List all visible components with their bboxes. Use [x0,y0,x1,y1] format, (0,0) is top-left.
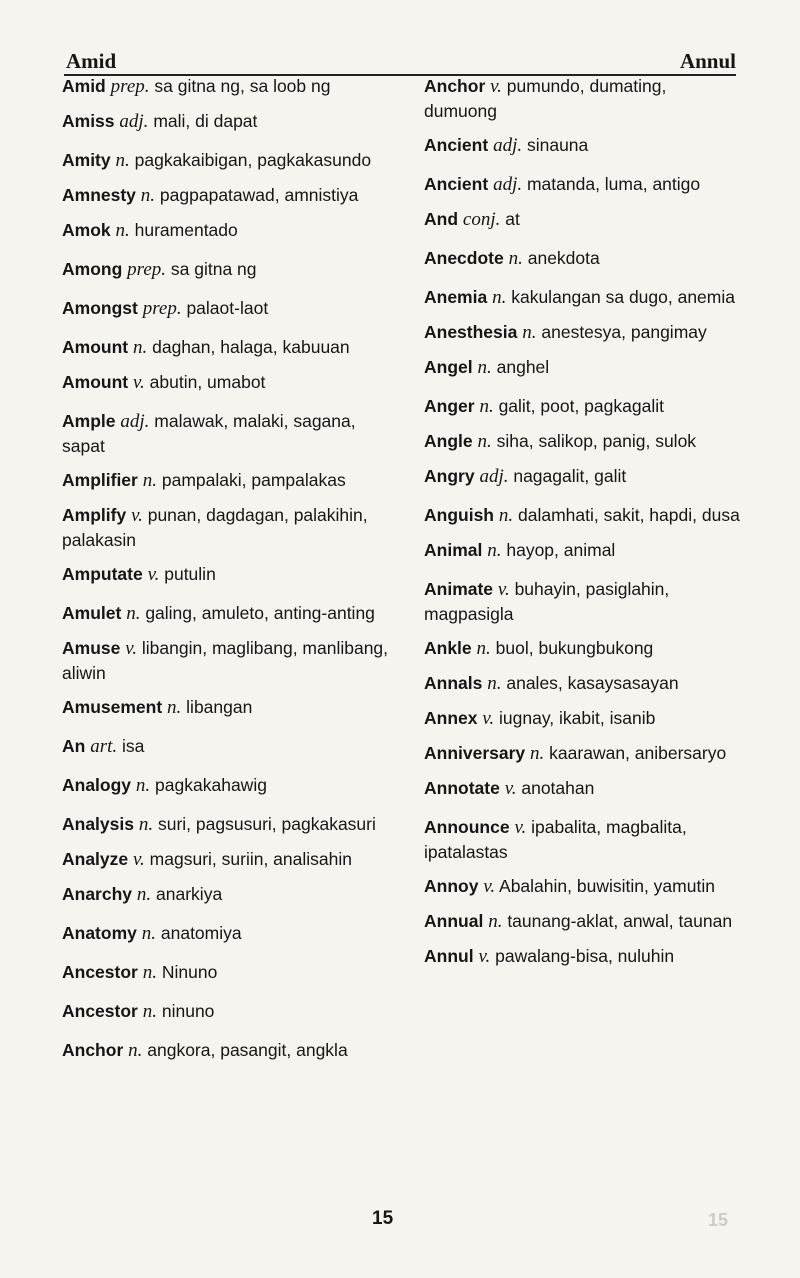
definition: taunang-aklat, anwal, taunan [507,911,733,931]
dictionary-entry [62,601,402,626]
dictionary-entry [62,960,402,985]
part-of-speech: n. [138,814,154,835]
left-guide-word: Amid [66,49,117,73]
definition: at [505,209,520,229]
definition: matanda, luma, antigo [526,174,701,194]
definition: ninuno [161,1001,215,1021]
headword: Amity [62,150,111,170]
part-of-speech: n. [142,962,157,983]
dictionary-entry [424,706,744,731]
part-of-speech: n. [487,540,502,561]
part-of-speech: v. [125,638,138,659]
part-of-speech: v. [132,372,145,393]
definition: mali, di dapat [153,111,258,131]
part-of-speech: n. [479,396,494,417]
dictionary-entry [424,874,744,899]
dictionary-entry [62,882,402,907]
dictionary-entry [62,734,402,759]
headword: Anecdote [424,248,504,268]
headword: Ankle [424,638,472,658]
part-of-speech: n. [140,185,156,206]
part-of-speech: v. [131,505,143,526]
dictionary-entry [62,1038,402,1063]
part-of-speech: v. [478,946,491,967]
headword: Animate [424,579,494,599]
dictionary-entry [62,812,402,837]
definition: anekdota [527,248,600,268]
headword: Ancestor [62,962,138,982]
dictionary-entry [424,503,744,528]
part-of-speech: adj. [493,174,523,195]
definition: magsuri, suriin, analisahin [149,849,352,869]
headword: Amplifier [62,470,138,490]
part-of-speech: n. [477,357,492,378]
dictionary-entry [62,503,402,552]
part-of-speech: n. [115,150,130,171]
part-of-speech: v. [147,564,160,585]
definition: hayop, animal [506,540,616,560]
definition: malawak, malaki, sagana, sapat [62,411,356,456]
headword: Ample [62,411,116,431]
dictionary-entry [62,695,402,720]
dictionary-entry [62,847,402,872]
part-of-speech: prep. [142,298,182,319]
definition: sinauna [526,135,589,155]
dictionary-entry [424,355,744,380]
part-of-speech: n. [135,775,151,796]
part-of-speech: n. [141,923,156,944]
part-of-speech: n. [488,911,503,932]
definition: sa gitna ng [170,259,257,279]
part-of-speech: adj. [119,111,149,132]
headword: Announce [424,817,510,837]
headword: Amok [62,220,111,240]
dictionary-entry [424,671,744,696]
dictionary-entry [424,133,744,158]
part-of-speech: n. [508,248,523,269]
part-of-speech: adj. [120,411,150,432]
part-of-speech: v. [514,817,527,838]
headword: Amount [62,372,129,392]
definition: Abalahin, buwisitin, yamutin [499,876,715,896]
part-of-speech: v. [497,579,510,600]
part-of-speech: n. [115,220,130,241]
headword: Anatomy [62,923,137,943]
definition: anotahan [521,778,595,798]
definition: pagkakaibigan, pagkakasundo [134,150,372,170]
part-of-speech: art. [90,736,118,757]
part-of-speech: n. [476,638,491,659]
dictionary-entry [424,577,744,626]
dictionary-entry [62,296,402,321]
dictionary-entry [424,741,744,766]
part-of-speech: v. [504,778,517,799]
part-of-speech: n. [477,431,492,452]
headword: Ancient [424,135,489,155]
part-of-speech: n. [136,884,152,905]
definition: buhayin, pasiglahin, magpasigla [424,579,670,624]
headword: Ancestor [62,1001,138,1021]
dictionary-entry [424,207,744,232]
part-of-speech: conj. [462,209,501,230]
definition: nagagalit, galit [513,466,627,486]
headword: Amount [62,337,129,357]
part-of-speech: n. [522,322,537,343]
definition: siha, salikop, panig, sulok [496,431,697,451]
definition: galing, amuleto, anting-anting [145,603,375,623]
dictionary-entry [424,538,744,563]
headword: Amnesty [62,185,136,205]
dictionary-entry [424,815,744,864]
part-of-speech: n. [126,603,141,624]
dictionary-entry [424,776,744,801]
headword: Amulet [62,603,122,623]
dictionary-entry [62,636,402,685]
dictionary-entry [424,909,744,934]
dictionary-entry [62,335,402,360]
dictionary-entry [424,320,744,345]
dictionary-entry [62,148,402,173]
definition: anestesya, pangimay [541,322,707,342]
dictionary-entry [424,429,744,454]
part-of-speech: n. [142,1001,157,1022]
dictionary-entry [62,370,402,395]
headword: Annotate [424,778,500,798]
headword: And [424,209,459,229]
dictionary-entry [62,999,402,1024]
right-column [424,74,744,979]
dictionary-entry [62,183,402,208]
headword: Annul [424,946,474,966]
headword: Annals [424,673,483,693]
definition: pawalang-bisa, nuluhin [495,946,675,966]
headword: Anarchy [62,884,133,904]
definition: sa gitna ng, sa loob ng [154,76,331,96]
headword: Amid [62,76,106,96]
definition: anghel [496,357,550,377]
headword: Angle [424,431,473,451]
headword: Anguish [424,505,494,525]
part-of-speech: n. [142,470,157,491]
part-of-speech: n. [167,697,182,718]
dictionary-entry [424,394,744,419]
headword: Amuse [62,638,121,658]
definition: pampalaki, pampalakas [161,470,346,490]
page-number: 15 [372,1208,394,1229]
definition: pumundo, dumating, dumuong [424,76,667,121]
dictionary-entry [62,773,402,798]
definition: punan, dagdagan, palakihin, palakasin [62,505,368,550]
headword: Amplify [62,505,127,525]
headword: Anniversary [424,743,526,763]
dictionary-entry [424,464,744,489]
definition: libangan [186,697,253,717]
part-of-speech: v. [482,708,495,729]
definition: anarkiya [156,884,223,904]
definition: daghan, halaga, kabuuan [152,337,350,357]
left-column [62,74,402,1073]
part-of-speech: prep. [127,259,167,280]
dictionary-entry [424,944,744,969]
bleed-through-page-number: 15 [708,1210,729,1230]
definition: palaot-laot [186,298,269,318]
definition: libangin, maglibang, manlibang, aliwin [62,638,389,683]
dictionary-entry [62,257,402,282]
headword: Anchor [424,76,486,96]
part-of-speech: n. [498,505,514,526]
part-of-speech: adj. [479,466,509,487]
dictionary-entry [62,468,402,493]
headword: Annual [424,911,484,931]
right-guide-word: Annul [679,49,736,73]
definition: pagkakahawig [155,775,267,795]
definition: huramentado [134,220,238,240]
dictionary-entry [424,285,744,310]
headword: Amongst [62,298,138,318]
headword: Annex [424,708,478,728]
definition: buol, bukungbukong [495,638,654,658]
dictionary-entry [62,74,402,99]
headword: Annoy [424,876,479,896]
definition: iugnay, ikabit, isanib [499,708,656,728]
definition: dalamhati, sakit, hapdi, dusa [518,505,740,525]
headword: Amusement [62,697,163,717]
part-of-speech: prep. [110,76,150,97]
headword: Amiss [62,111,115,131]
definition: galit, poot, pagkagalit [498,396,664,416]
headword: Angel [424,357,473,377]
definition: angkora, pasangit, angkla [147,1040,348,1060]
definition: suri, pagsusuri, pagkakasuri [157,814,376,834]
headword: Analysis [62,814,134,834]
dictionary-entry [62,109,402,134]
dictionary-entry [62,409,402,458]
dictionary-entry [424,172,744,197]
headword: Ancient [424,174,489,194]
headword: Analyze [62,849,129,869]
headword: Anger [424,396,475,416]
part-of-speech: v. [133,849,145,870]
part-of-speech: n. [492,287,507,308]
definition: ipabalita, magbalita, ipatalastas [424,817,687,862]
headword: Anesthesia [424,322,518,342]
headword: Analogy [62,775,132,795]
headword: Anchor [62,1040,124,1060]
headword: Angry [424,466,475,486]
part-of-speech: n. [128,1040,143,1061]
definition: putulin [164,564,216,584]
part-of-speech: n. [132,337,148,358]
part-of-speech: v. [490,76,502,97]
dictionary-entry [424,246,744,271]
dictionary-entry [62,562,402,587]
headword: Anemia [424,287,488,307]
page-header [64,46,736,76]
part-of-speech: v. [483,876,496,897]
dictionary-entry [424,636,744,661]
headword: Amputate [62,564,143,584]
definition: kaarawan, anibersaryo [549,743,727,763]
dictionary-entry [424,74,744,123]
definition: abutin, umabot [149,372,266,392]
definition: pagpapatawad, amnistiya [159,185,359,205]
definition: isa [122,736,145,756]
part-of-speech: adj. [493,135,523,156]
definition: anales, kasaysasayan [506,673,679,693]
definition: kakulangan sa dugo, anemia [511,287,735,307]
part-of-speech: n. [530,743,545,764]
headword: Animal [424,540,483,560]
headword: Among [62,259,123,279]
definition: Ninuno [161,962,218,982]
headword: An [62,736,86,756]
part-of-speech: n. [487,673,502,694]
dictionary-entry [62,218,402,243]
dictionary-entry [62,921,402,946]
definition: anatomiya [160,923,242,943]
